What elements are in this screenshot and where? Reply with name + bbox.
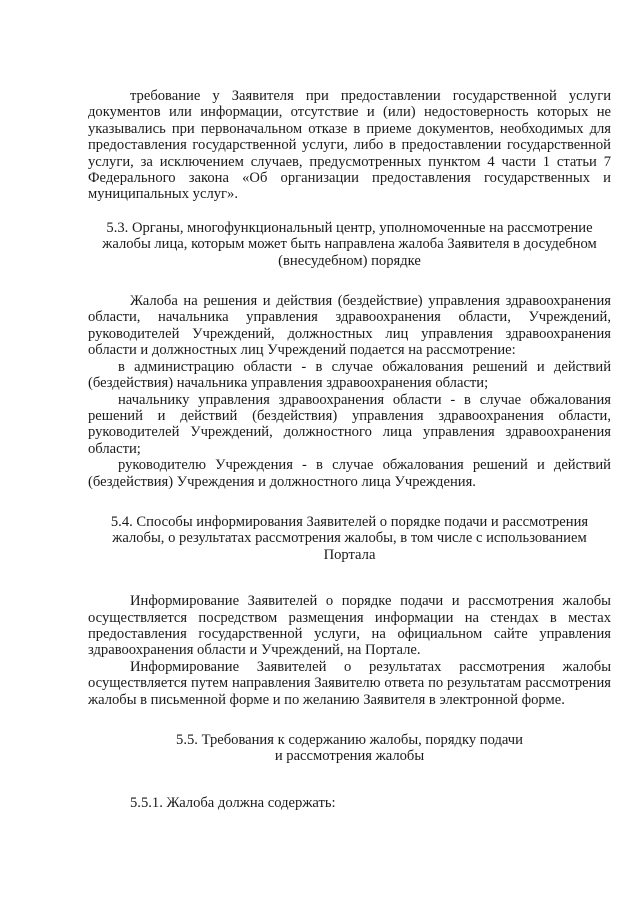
section-5-4-paragraph-1: Информирование Заявителей о порядке подачи и рассмотрения жалобы осуществляется посредством размещения информации на стендах в местах предоставления государственной услуги, на официальном сайте управления здравоохранения области и Учреждений, на Портале. — [88, 593, 611, 659]
section-5-3-paragraph-1: Жалоба на решения и действия (бездействие) управления здравоохранения области, начальника управления здравоохранения области, Учреждений, руководителей Учреждений, должностных лиц управления здравоохранения области и должностных лиц Учреждений подается на рассмотрение: — [88, 293, 611, 359]
section-5-5-1-item: 5.5.1. Жалоба должна содержать: — [130, 794, 336, 811]
section-5-3-heading: 5.3. Органы, многофункциональный центр, уполномоченные на рассмотрение жалобы лица, которым может быть направлена жалоба Заявителя в досудебном (внесудебном) порядке — [102, 219, 597, 269]
section-5-3-paragraph-3: начальнику управления здравоохранения области - в случае обжалования решений и действий (бездействия) управления здравоохранения области, руководителей Учреждений, должностного лица управления здравоохранения области; — [88, 391, 611, 457]
section-5-4-heading: 5.4. Способы информирования Заявителей о порядке подачи и рассмотрения жалобы, о результатах рассмотрения жалобы, в том числе с использованием Портала — [110, 513, 589, 563]
section-5-3-paragraph-2: в администрацию области - в случае обжалования решений и действий (бездействия) начальника управления здравоохранения области; — [88, 358, 611, 392]
section-5-5-heading-line-1: 5.5. Требования к содержанию жалобы, порядку подачи — [176, 732, 523, 748]
section-5-5-heading-line-2: и рассмотрения жалобы — [274, 748, 425, 765]
section-5-3-paragraph-4: руководителю Учреждения - в случае обжалования решений и действий (бездействия) Учреждения и должностного лица Учреждения. — [88, 457, 611, 490]
intro-paragraph: требование у Заявителя при предоставлении государственной услуги документов или информации, отсутствие и (или) недостоверность которых не указывались при первоначальном отказе в приеме документов, необходимых для предоставления государственной услуги, либо в предоставлении государственной услуги, за исключением случаев, предусмотренных пунктом 4 части 1 статьи 7 Федерального закона «Об организации предоставления государственных и муниципальных услуг». — [88, 88, 611, 203]
section-5-4-paragraph-2: Информирование Заявителей о результатах рассмотрения жалобы осуществляется путем направления Заявителю ответа по результатам рассмотрения жалобы в письменной форме и по желанию Заявителя в электронной форме. — [88, 658, 611, 708]
document-page — [88, 88, 611, 811]
